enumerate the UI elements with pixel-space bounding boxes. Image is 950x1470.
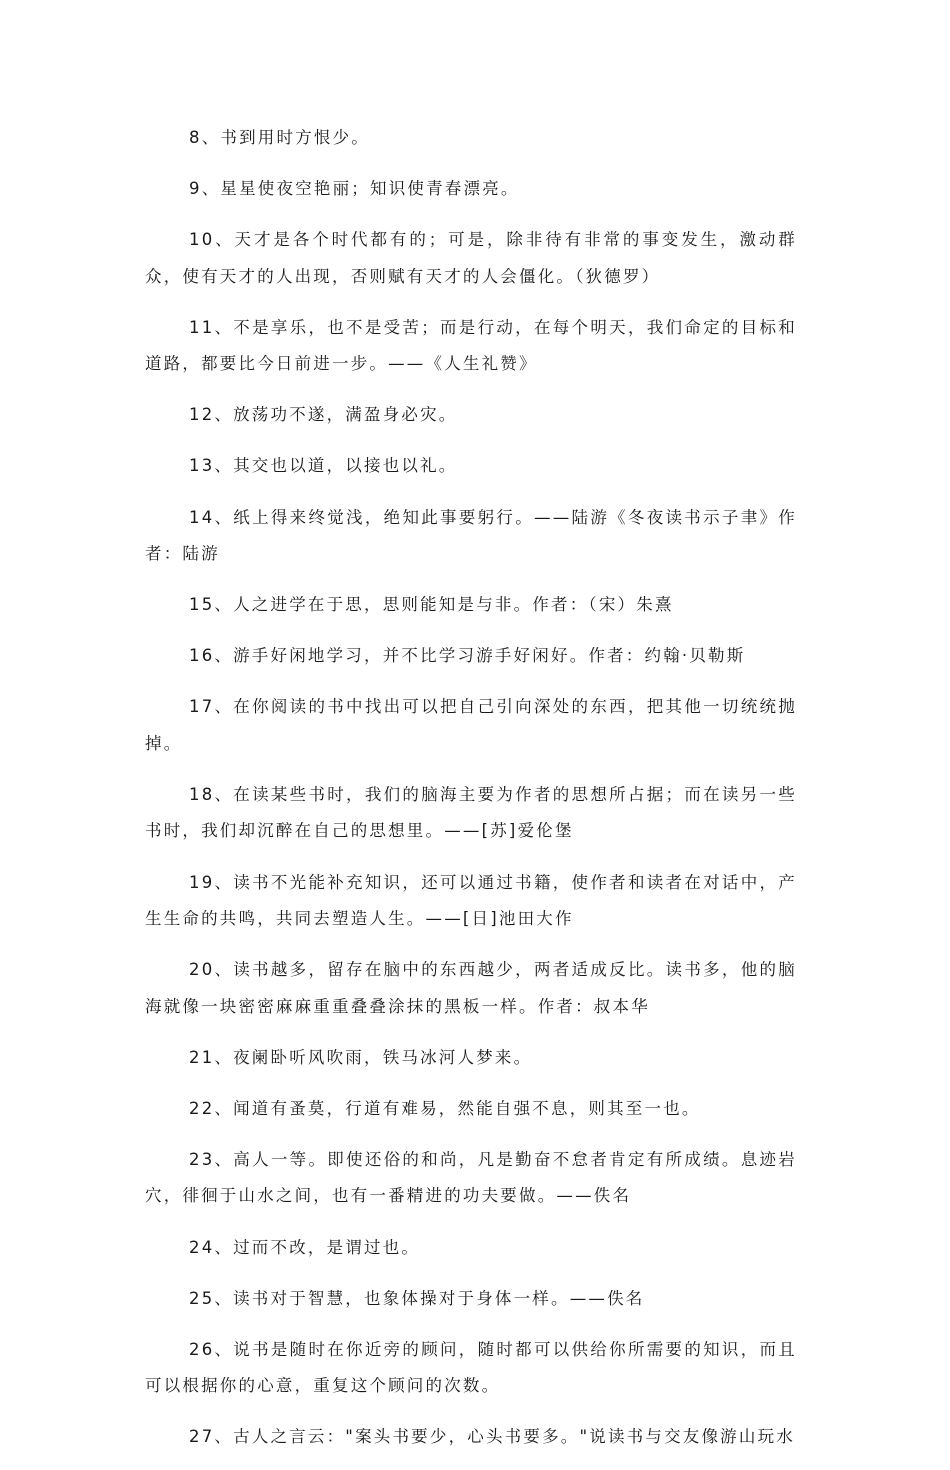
quote-paragraph: 27、古人之言云："案头书要少，心头书要多。"说读书与交友像游山玩水	[189, 1427, 795, 1447]
quote-paragraph: 8、书到用时方恨少。	[189, 128, 370, 147]
quote-paragraph: 11、不是享乐，也不是受苦；而是行动，在每个明天，我们命定的目标和道路，都要比今日前进一步。——《人生礼赞》	[145, 317, 797, 374]
quote-paragraph: 20、读书越多，留存在脑中的东西越少，两者适成反比。读书多，他的脑海就像一块密密麻麻重重叠叠涂抹的黑板一样。作者：叔本华	[145, 960, 797, 1016]
quote-paragraph: 12、放荡功不遂，满盈身必灾。	[189, 405, 458, 425]
document-body	[145, 120, 797, 1470]
quote-paragraph: 9、星星使夜空艳丽；知识使青春漂亮。	[189, 179, 520, 199]
quote-paragraph: 22、闻道有蚤莫，行道有难易，然能自强不息，则其至一也。	[189, 1098, 701, 1118]
quote-paragraph: 18、在读某些书时，我们的脑海主要为作者的思想所占据；而在读另一些书时，我们却沉醉在自己的思想里。——[苏]爱伦堡	[145, 784, 797, 841]
quote-paragraph: 26、说书是随时在你近旁的顾问，随时都可以供给你所需要的知识，而且可以根据你的心意，重复这个顾问的次数。	[145, 1339, 797, 1396]
quote-paragraph: 25、读书对于智慧，也象体操对于身体一样。——佚名	[189, 1288, 645, 1308]
quote-paragraph: 16、游手好闲地学习，并不比学习游手好闲好。作者：约翰·贝勒斯	[189, 646, 746, 666]
quote-paragraph: 21、夜阑卧听风吹雨，铁马冰河人梦来。	[189, 1047, 533, 1067]
quote-paragraph: 13、其交也以道，以接也以礼。	[189, 456, 458, 476]
quote-paragraph: 23、高人一等。即使还俗的和尚，凡是勤奋不怠者肯定有所成绩。息迹岩穴，徘徊于山水之间，也有一番精进的功夫要做。——佚名	[145, 1149, 797, 1206]
quote-paragraph: 17、在你阅读的书中找出可以把自己引向深处的东西，把其他一切统统抛掉。	[145, 697, 797, 753]
quote-paragraph: 24、过而不改，是谓过也。	[189, 1237, 421, 1257]
quote-paragraph: 19、读书不光能补充知识，还可以通过书籍，使作者和读者在对话中，产生生命的共鸣，共同去塑造人生。——[日]池田大作	[145, 872, 797, 929]
quote-paragraph: 10、天才是各个时代都有的；可是，除非待有非常的事变发生，激动群众，使有天才的人出现，否则赋有天才的人会僵化。（狄德罗）	[145, 230, 797, 286]
quote-paragraph: 15、人之进学在于思，思则能知是与非。作者：（宋）朱熹	[189, 595, 674, 615]
quote-paragraph: 14、纸上得来终觉浅，绝知此事要躬行。——陆游《冬夜读书示子聿》作者：陆游	[145, 507, 797, 564]
